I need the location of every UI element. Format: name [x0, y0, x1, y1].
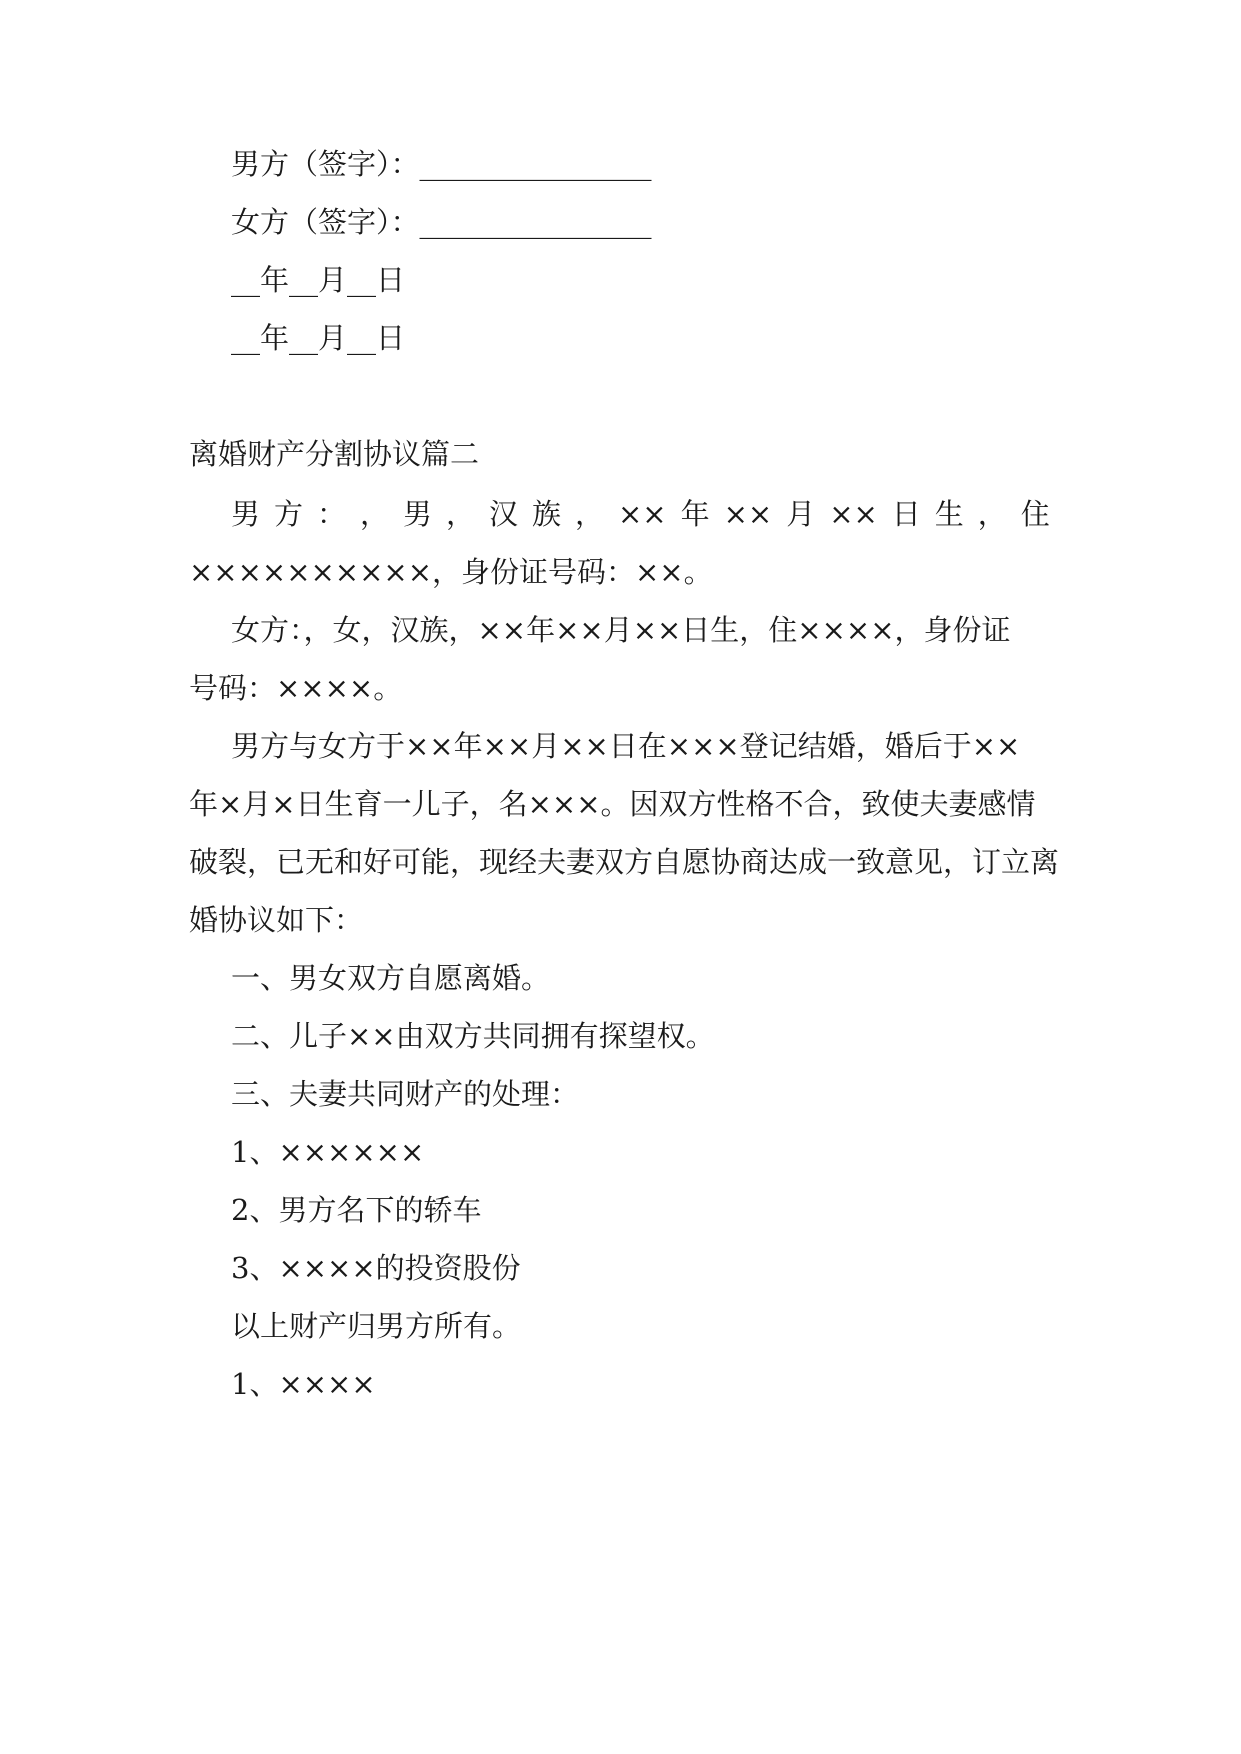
char: 男 [403, 497, 433, 531]
paragraph-line: 年×月×日生育一儿子，名×××。因双方性格不合，致使夫妻感情 [189, 787, 1036, 821]
char: ×× [723, 497, 773, 531]
char: ， [446, 497, 476, 531]
list-item: 2、男方名下的轿车 [231, 1193, 482, 1227]
list-item: 1、×××××× [231, 1135, 425, 1169]
char: ， [360, 497, 390, 531]
male-signature-line: 男方（签字）：________________ [231, 147, 652, 181]
char: 汉 [489, 497, 519, 531]
char: 月 [786, 497, 816, 531]
char: 日 [891, 497, 921, 531]
paragraph-line: 破裂，已无和好可能，现经夫妻双方自愿协商达成一致意见，订立离 [189, 845, 1060, 879]
char: 住 [1020, 497, 1050, 531]
char: ×× [618, 497, 667, 531]
char: 族 [532, 497, 562, 531]
summary-line: 以上财产归男方所有。 [231, 1309, 522, 1343]
female-party-line: 女方：，女，汉族，××年××月××日生，住××××，身份证 [231, 613, 1011, 647]
list-item: 3、××××的投资股份 [231, 1251, 521, 1285]
male-party-line-2: ××××××××××，身份证号码：××。 [189, 555, 713, 589]
female-party-line-2: 号码：××××。 [189, 671, 403, 705]
char: 男 [231, 497, 261, 531]
paragraph-line: 婚协议如下： [189, 903, 364, 937]
clause-3: 三、夫妻共同财产的处理： [231, 1077, 580, 1111]
clause-1: 一、男女双方自愿离婚。 [231, 961, 551, 995]
char: ： [317, 497, 347, 531]
list-item: 1、×××× [231, 1367, 376, 1401]
char: 方 [274, 497, 304, 531]
female-signature-line: 女方（签字）：________________ [231, 205, 652, 239]
char: ×× [829, 497, 878, 531]
char: ， [575, 497, 605, 531]
clause-2: 二、儿子××由双方共同拥有探望权。 [231, 1019, 715, 1053]
char: ， [977, 497, 1007, 531]
male-party-line [231, 494, 1050, 534]
section-title: 离婚财产分割协议篇二 [189, 437, 480, 471]
paragraph-line: 男方与女方于××年××月××日在×××登记结婚，婚后于×× [231, 729, 1021, 763]
char: 年 [680, 497, 710, 531]
char: 生 [934, 497, 964, 531]
date-line: __年__月__日 [231, 263, 406, 297]
date-line: __年__月__日 [231, 321, 406, 355]
